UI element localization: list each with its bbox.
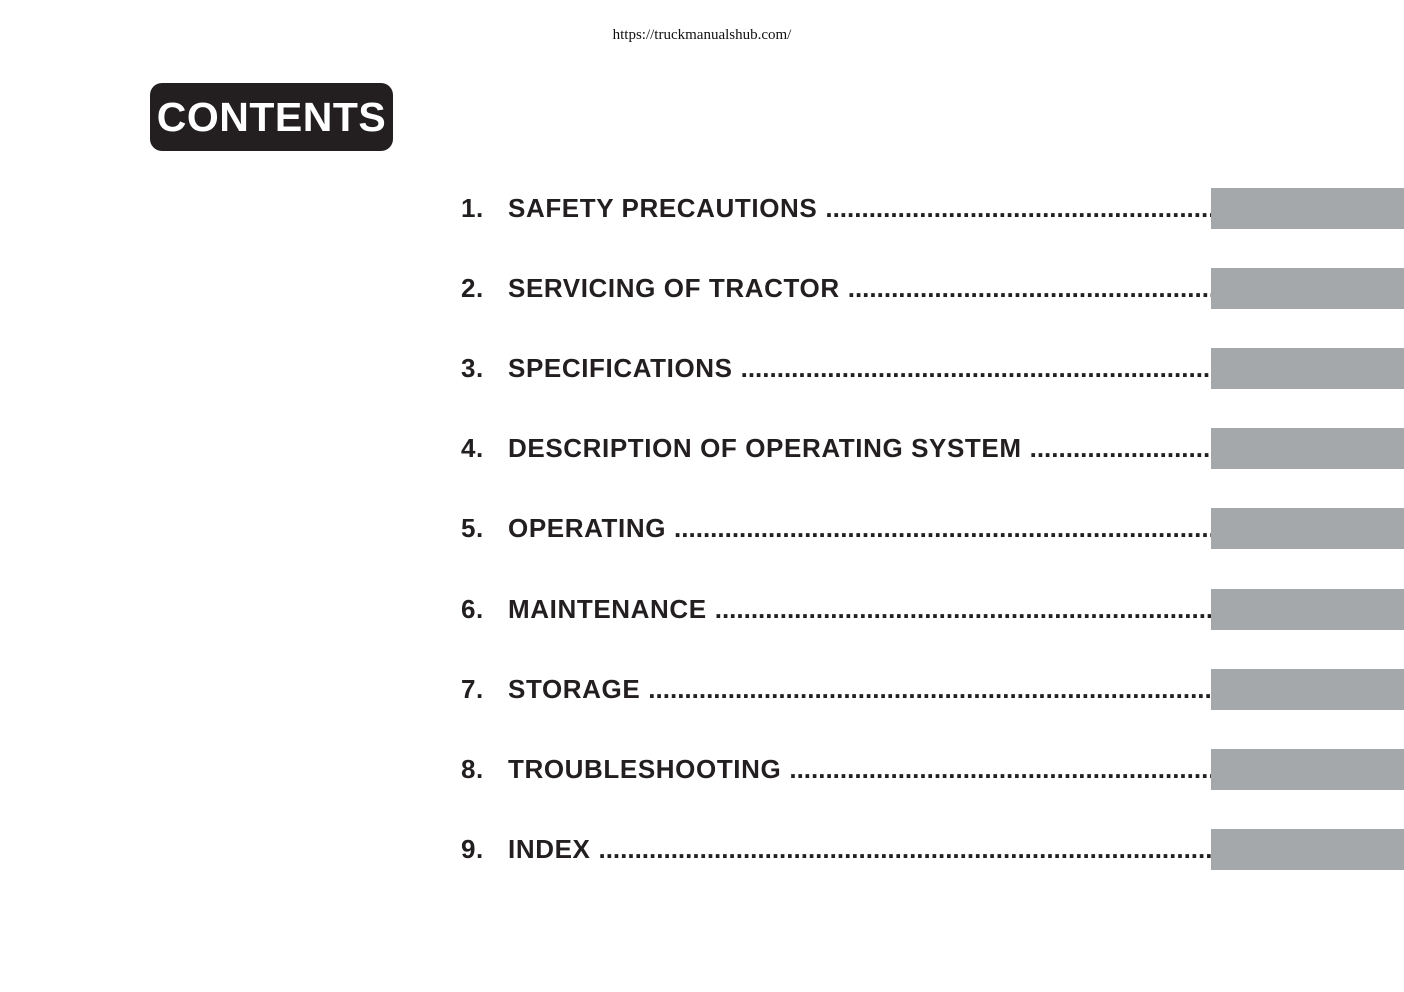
toc-title: DESCRIPTION OF OPERATING SYSTEM — [508, 433, 1022, 463]
toc-tab-marker[interactable] — [1211, 188, 1404, 229]
toc-entry[interactable] — [461, 669, 1211, 710]
toc-title: STORAGE — [508, 674, 641, 704]
toc-number: 3. — [461, 353, 484, 383]
toc-title: SPECIFICATIONS — [508, 353, 733, 383]
toc-leader-dots — [1030, 433, 1211, 464]
toc-title: TROUBLESHOOTING — [508, 754, 782, 784]
toc-number: 6. — [461, 594, 484, 624]
toc-entry[interactable] — [461, 268, 1211, 309]
page-url: https://truckmanualshub.com/ — [612, 27, 792, 43]
toc-entry[interactable] — [461, 589, 1211, 630]
toc-title: SAFETY PRECAUTIONS — [508, 193, 818, 223]
contents-heading: CONTENTS — [150, 83, 393, 151]
toc-row-1[interactable] — [461, 188, 1404, 229]
toc-tab-marker[interactable] — [1211, 749, 1404, 790]
toc-number: 5. — [461, 513, 484, 543]
toc-leader-dots — [825, 193, 1211, 224]
toc-tab-marker[interactable] — [1211, 669, 1404, 710]
toc-row-6[interactable] — [461, 589, 1404, 630]
toc-title: INDEX — [508, 834, 591, 864]
toc-leader-dots — [648, 674, 1211, 705]
toc-row-5[interactable] — [461, 508, 1404, 549]
toc-leader-dots — [789, 754, 1211, 785]
toc-number: 1. — [461, 193, 484, 223]
toc-title: SERVICING OF TRACTOR — [508, 273, 840, 303]
toc-row-4[interactable] — [461, 428, 1404, 469]
toc-entry[interactable] — [461, 348, 1211, 389]
toc-leader-dots — [598, 834, 1211, 865]
toc-number: 7. — [461, 674, 484, 704]
toc-leader-dots — [741, 353, 1211, 384]
toc-entry[interactable] — [461, 829, 1211, 870]
toc-row-3[interactable] — [461, 348, 1404, 389]
toc-number: 4. — [461, 433, 484, 463]
toc-tab-marker[interactable] — [1211, 589, 1404, 630]
toc-leader-dots — [715, 594, 1211, 625]
toc-leader-dots — [848, 273, 1211, 304]
toc-tab-marker[interactable] — [1211, 268, 1404, 309]
toc-title: MAINTENANCE — [508, 594, 707, 624]
toc-number: 8. — [461, 754, 484, 784]
toc-row-7[interactable] — [461, 669, 1404, 710]
toc-leader-dots — [674, 513, 1211, 544]
toc-entry[interactable] — [461, 508, 1211, 549]
toc-row-8[interactable] — [461, 749, 1404, 790]
toc-number: 2. — [461, 273, 484, 303]
toc-entry[interactable] — [461, 428, 1211, 469]
toc-row-9[interactable] — [461, 829, 1404, 870]
toc-tab-marker[interactable] — [1211, 508, 1404, 549]
toc-entry[interactable] — [461, 188, 1211, 229]
toc-title: OPERATING — [508, 513, 667, 543]
toc-tab-marker[interactable] — [1211, 428, 1404, 469]
toc-number: 9. — [461, 834, 484, 864]
toc-entry[interactable] — [461, 749, 1211, 790]
toc-row-2[interactable] — [461, 268, 1404, 309]
toc-tab-marker[interactable] — [1211, 829, 1404, 870]
toc-tab-marker[interactable] — [1211, 348, 1404, 389]
